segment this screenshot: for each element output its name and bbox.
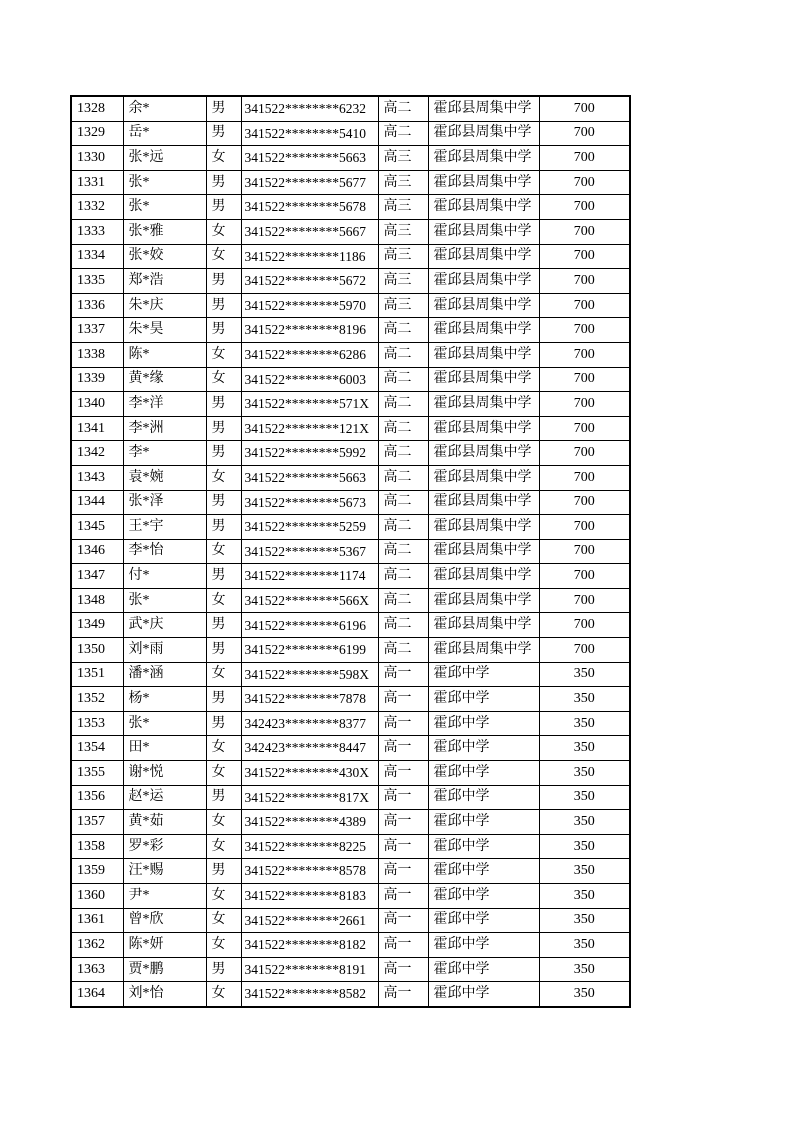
- cell-school: 霍邱中学: [428, 711, 539, 736]
- cell-id_number: 341522********5663: [241, 465, 378, 490]
- cell-amount: 700: [539, 293, 630, 318]
- cell-name: 李*: [123, 441, 206, 466]
- cell-grade: 高一: [378, 908, 428, 933]
- cell-gender: 男: [206, 121, 241, 146]
- cell-amount: 700: [539, 269, 630, 294]
- table-row: [71, 884, 630, 909]
- cell-grade: 高三: [378, 170, 428, 195]
- cell-school: 霍邱县周集中学: [428, 293, 539, 318]
- cell-id_number: 341522********566X: [241, 588, 378, 613]
- cell-no: 1362: [71, 933, 123, 958]
- cell-amount: 700: [539, 219, 630, 244]
- cell-grade: 高二: [378, 121, 428, 146]
- cell-name: 张*雅: [123, 219, 206, 244]
- cell-amount: 700: [539, 515, 630, 540]
- cell-id_number: 341522********8578: [241, 859, 378, 884]
- cell-grade: 高一: [378, 785, 428, 810]
- cell-name: 李*洋: [123, 392, 206, 417]
- cell-grade: 高二: [378, 539, 428, 564]
- cell-no: 1361: [71, 908, 123, 933]
- cell-id_number: 341522********7878: [241, 687, 378, 712]
- cell-no: 1347: [71, 564, 123, 589]
- cell-name: 罗*彩: [123, 834, 206, 859]
- table-row: [71, 121, 630, 146]
- cell-amount: 700: [539, 244, 630, 269]
- cell-name: 张*远: [123, 146, 206, 171]
- cell-gender: 女: [206, 244, 241, 269]
- cell-id_number: 341522********6286: [241, 342, 378, 367]
- cell-grade: 高二: [378, 96, 428, 121]
- cell-id_number: 341522********5663: [241, 146, 378, 171]
- table-row: [71, 761, 630, 786]
- cell-amount: 350: [539, 933, 630, 958]
- cell-school: 霍邱中学: [428, 761, 539, 786]
- table-row: [71, 736, 630, 761]
- cell-no: 1360: [71, 884, 123, 909]
- cell-amount: 350: [539, 810, 630, 835]
- cell-name: 尹*: [123, 884, 206, 909]
- cell-no: 1338: [71, 342, 123, 367]
- cell-no: 1343: [71, 465, 123, 490]
- cell-school: 霍邱县周集中学: [428, 539, 539, 564]
- cell-gender: 男: [206, 638, 241, 663]
- cell-gender: 女: [206, 834, 241, 859]
- cell-school: 霍邱县周集中学: [428, 416, 539, 441]
- cell-gender: 女: [206, 588, 241, 613]
- cell-no: 1354: [71, 736, 123, 761]
- cell-name: 田*: [123, 736, 206, 761]
- cell-school: 霍邱县周集中学: [428, 638, 539, 663]
- cell-amount: 350: [539, 662, 630, 687]
- cell-no: 1345: [71, 515, 123, 540]
- cell-amount: 350: [539, 736, 630, 761]
- cell-name: 张*: [123, 588, 206, 613]
- cell-amount: 700: [539, 416, 630, 441]
- table-row: [71, 711, 630, 736]
- cell-school: 霍邱县周集中学: [428, 564, 539, 589]
- cell-amount: 350: [539, 761, 630, 786]
- cell-no: 1351: [71, 662, 123, 687]
- cell-amount: 350: [539, 834, 630, 859]
- cell-id_number: 341522********8182: [241, 933, 378, 958]
- cell-name: 谢*悦: [123, 761, 206, 786]
- cell-amount: 700: [539, 465, 630, 490]
- cell-gender: 男: [206, 195, 241, 220]
- cell-gender: 男: [206, 490, 241, 515]
- cell-school: 霍邱县周集中学: [428, 367, 539, 392]
- cell-name: 贾*鹏: [123, 957, 206, 982]
- cell-name: 刘*怡: [123, 982, 206, 1007]
- cell-no: 1363: [71, 957, 123, 982]
- cell-amount: 350: [539, 859, 630, 884]
- cell-id_number: 341522********8191: [241, 957, 378, 982]
- cell-amount: 700: [539, 638, 630, 663]
- cell-name: 刘*雨: [123, 638, 206, 663]
- cell-no: 1356: [71, 785, 123, 810]
- table-row: [71, 588, 630, 613]
- cell-name: 岳*: [123, 121, 206, 146]
- cell-gender: 男: [206, 392, 241, 417]
- cell-id_number: 341522********6232: [241, 96, 378, 121]
- cell-school: 霍邱县周集中学: [428, 588, 539, 613]
- cell-amount: 350: [539, 785, 630, 810]
- cell-gender: 女: [206, 465, 241, 490]
- cell-school: 霍邱中学: [428, 785, 539, 810]
- cell-no: 1330: [71, 146, 123, 171]
- cell-school: 霍邱县周集中学: [428, 146, 539, 171]
- cell-grade: 高二: [378, 441, 428, 466]
- cell-id_number: 341522********5672: [241, 269, 378, 294]
- cell-name: 李*怡: [123, 539, 206, 564]
- table-row: [71, 96, 630, 121]
- cell-no: 1350: [71, 638, 123, 663]
- cell-id_number: 341522********5259: [241, 515, 378, 540]
- table-row: [71, 441, 630, 466]
- cell-grade: 高一: [378, 834, 428, 859]
- cell-name: 张*: [123, 170, 206, 195]
- cell-name: 杨*: [123, 687, 206, 712]
- cell-school: 霍邱中学: [428, 908, 539, 933]
- cell-id_number: 341522********8582: [241, 982, 378, 1007]
- cell-school: 霍邱县周集中学: [428, 170, 539, 195]
- cell-id_number: 341522********1174: [241, 564, 378, 589]
- cell-amount: 700: [539, 96, 630, 121]
- cell-amount: 700: [539, 195, 630, 220]
- cell-gender: 男: [206, 515, 241, 540]
- cell-id_number: 341522********817X: [241, 785, 378, 810]
- cell-school: 霍邱县周集中学: [428, 96, 539, 121]
- cell-school: 霍邱县周集中学: [428, 244, 539, 269]
- table-row: [71, 539, 630, 564]
- cell-gender: 男: [206, 170, 241, 195]
- table-row: [71, 908, 630, 933]
- cell-no: 1355: [71, 761, 123, 786]
- cell-gender: 男: [206, 441, 241, 466]
- cell-name: 潘*涵: [123, 662, 206, 687]
- cell-gender: 女: [206, 219, 241, 244]
- cell-school: 霍邱中学: [428, 662, 539, 687]
- cell-gender: 男: [206, 785, 241, 810]
- cell-grade: 高二: [378, 392, 428, 417]
- cell-school: 霍邱县周集中学: [428, 121, 539, 146]
- table-row: [71, 933, 630, 958]
- cell-no: 1349: [71, 613, 123, 638]
- cell-grade: 高三: [378, 244, 428, 269]
- cell-gender: 女: [206, 146, 241, 171]
- cell-no: 1331: [71, 170, 123, 195]
- table-row: [71, 490, 630, 515]
- table-row: [71, 318, 630, 343]
- cell-amount: 700: [539, 121, 630, 146]
- cell-no: 1335: [71, 269, 123, 294]
- cell-school: 霍邱县周集中学: [428, 219, 539, 244]
- cell-name: 付*: [123, 564, 206, 589]
- cell-no: 1342: [71, 441, 123, 466]
- cell-no: 1346: [71, 539, 123, 564]
- cell-gender: 女: [206, 662, 241, 687]
- cell-id_number: 341522********5667: [241, 219, 378, 244]
- cell-amount: 700: [539, 564, 630, 589]
- cell-no: 1341: [71, 416, 123, 441]
- cell-gender: 女: [206, 884, 241, 909]
- table-row: [71, 638, 630, 663]
- cell-amount: 700: [539, 170, 630, 195]
- cell-gender: 男: [206, 318, 241, 343]
- cell-school: 霍邱县周集中学: [428, 392, 539, 417]
- table-row: [71, 859, 630, 884]
- cell-gender: 男: [206, 269, 241, 294]
- cell-gender: 男: [206, 711, 241, 736]
- cell-grade: 高三: [378, 293, 428, 318]
- cell-name: 张*: [123, 195, 206, 220]
- cell-gender: 男: [206, 416, 241, 441]
- cell-name: 张*: [123, 711, 206, 736]
- cell-id_number: 341522********430X: [241, 761, 378, 786]
- cell-no: 1359: [71, 859, 123, 884]
- cell-no: 1358: [71, 834, 123, 859]
- cell-no: 1334: [71, 244, 123, 269]
- table-row: [71, 219, 630, 244]
- cell-amount: 700: [539, 490, 630, 515]
- cell-gender: 男: [206, 293, 241, 318]
- cell-amount: 350: [539, 884, 630, 909]
- cell-gender: 女: [206, 539, 241, 564]
- cell-school: 霍邱县周集中学: [428, 269, 539, 294]
- cell-no: 1328: [71, 96, 123, 121]
- cell-grade: 高三: [378, 195, 428, 220]
- cell-id_number: 341522********5367: [241, 539, 378, 564]
- cell-id_number: 342423********8377: [241, 711, 378, 736]
- cell-id_number: 341522********8196: [241, 318, 378, 343]
- cell-no: 1353: [71, 711, 123, 736]
- cell-grade: 高一: [378, 859, 428, 884]
- cell-school: 霍邱县周集中学: [428, 465, 539, 490]
- cell-school: 霍邱中学: [428, 810, 539, 835]
- cell-grade: 高一: [378, 982, 428, 1007]
- table-row: [71, 244, 630, 269]
- table-row: [71, 146, 630, 171]
- table-row: [71, 293, 630, 318]
- cell-name: 黄*茹: [123, 810, 206, 835]
- table-row: [71, 465, 630, 490]
- cell-amount: 700: [539, 441, 630, 466]
- cell-id_number: 341522********571X: [241, 392, 378, 417]
- cell-name: 曾*欣: [123, 908, 206, 933]
- cell-grade: 高三: [378, 146, 428, 171]
- cell-gender: 女: [206, 761, 241, 786]
- table-row: [71, 687, 630, 712]
- table-row: [71, 662, 630, 687]
- cell-gender: 女: [206, 982, 241, 1007]
- cell-id_number: 341522********8183: [241, 884, 378, 909]
- cell-no: 1344: [71, 490, 123, 515]
- cell-amount: 700: [539, 588, 630, 613]
- cell-school: 霍邱县周集中学: [428, 441, 539, 466]
- cell-grade: 高二: [378, 416, 428, 441]
- table-row: [71, 982, 630, 1007]
- cell-grade: 高二: [378, 367, 428, 392]
- cell-amount: 700: [539, 367, 630, 392]
- cell-amount: 350: [539, 982, 630, 1007]
- cell-id_number: 341522********8225: [241, 834, 378, 859]
- cell-name: 陈*妍: [123, 933, 206, 958]
- cell-grade: 高一: [378, 736, 428, 761]
- cell-amount: 700: [539, 146, 630, 171]
- cell-name: 朱*昊: [123, 318, 206, 343]
- cell-grade: 高一: [378, 810, 428, 835]
- cell-gender: 男: [206, 564, 241, 589]
- cell-id_number: 341522********5677: [241, 170, 378, 195]
- cell-gender: 男: [206, 613, 241, 638]
- cell-amount: 700: [539, 342, 630, 367]
- cell-grade: 高二: [378, 588, 428, 613]
- cell-id_number: 341522********598X: [241, 662, 378, 687]
- cell-school: 霍邱中学: [428, 957, 539, 982]
- cell-id_number: 342423********8447: [241, 736, 378, 761]
- cell-grade: 高二: [378, 490, 428, 515]
- cell-gender: 男: [206, 96, 241, 121]
- cell-grade: 高一: [378, 957, 428, 982]
- cell-grade: 高二: [378, 465, 428, 490]
- cell-no: 1337: [71, 318, 123, 343]
- cell-school: 霍邱中学: [428, 884, 539, 909]
- cell-gender: 女: [206, 367, 241, 392]
- table-row: [71, 195, 630, 220]
- cell-name: 汪*赐: [123, 859, 206, 884]
- cell-name: 张*姣: [123, 244, 206, 269]
- cell-grade: 高二: [378, 318, 428, 343]
- cell-gender: 男: [206, 687, 241, 712]
- cell-id_number: 341522********121X: [241, 416, 378, 441]
- cell-amount: 700: [539, 539, 630, 564]
- table-row: [71, 392, 630, 417]
- cell-name: 武*庆: [123, 613, 206, 638]
- table-row: [71, 810, 630, 835]
- cell-grade: 高二: [378, 638, 428, 663]
- table-row: [71, 367, 630, 392]
- cell-no: 1336: [71, 293, 123, 318]
- cell-name: 陈*: [123, 342, 206, 367]
- cell-gender: 女: [206, 908, 241, 933]
- cell-amount: 350: [539, 908, 630, 933]
- cell-school: 霍邱县周集中学: [428, 342, 539, 367]
- cell-id_number: 341522********5970: [241, 293, 378, 318]
- table-row: [71, 515, 630, 540]
- cell-school: 霍邱中学: [428, 982, 539, 1007]
- cell-id_number: 341522********6199: [241, 638, 378, 663]
- table-row: [71, 269, 630, 294]
- cell-no: 1332: [71, 195, 123, 220]
- cell-grade: 高三: [378, 219, 428, 244]
- table-body: [71, 96, 630, 1007]
- cell-school: 霍邱中学: [428, 834, 539, 859]
- cell-name: 李*洲: [123, 416, 206, 441]
- cell-amount: 700: [539, 318, 630, 343]
- cell-no: 1329: [71, 121, 123, 146]
- cell-id_number: 341522********2661: [241, 908, 378, 933]
- cell-grade: 高二: [378, 613, 428, 638]
- cell-school: 霍邱县周集中学: [428, 613, 539, 638]
- cell-grade: 高一: [378, 761, 428, 786]
- cell-no: 1333: [71, 219, 123, 244]
- cell-no: 1340: [71, 392, 123, 417]
- cell-name: 余*: [123, 96, 206, 121]
- cell-name: 王*宇: [123, 515, 206, 540]
- cell-grade: 高二: [378, 342, 428, 367]
- cell-name: 朱*庆: [123, 293, 206, 318]
- cell-id_number: 341522********5673: [241, 490, 378, 515]
- cell-grade: 高一: [378, 662, 428, 687]
- cell-id_number: 341522********5992: [241, 441, 378, 466]
- cell-grade: 高二: [378, 564, 428, 589]
- cell-school: 霍邱中学: [428, 736, 539, 761]
- cell-amount: 350: [539, 711, 630, 736]
- cell-gender: 女: [206, 933, 241, 958]
- table-row: [71, 785, 630, 810]
- cell-name: 郑*浩: [123, 269, 206, 294]
- cell-id_number: 341522********5410: [241, 121, 378, 146]
- table-row: [71, 834, 630, 859]
- cell-school: 霍邱县周集中学: [428, 515, 539, 540]
- cell-school: 霍邱县周集中学: [428, 195, 539, 220]
- cell-name: 张*泽: [123, 490, 206, 515]
- cell-school: 霍邱县周集中学: [428, 490, 539, 515]
- cell-id_number: 341522********4389: [241, 810, 378, 835]
- cell-amount: 700: [539, 392, 630, 417]
- table-row: [71, 416, 630, 441]
- cell-amount: 700: [539, 613, 630, 638]
- cell-gender: 男: [206, 859, 241, 884]
- cell-id_number: 341522********6003: [241, 367, 378, 392]
- cell-grade: 高一: [378, 711, 428, 736]
- cell-school: 霍邱县周集中学: [428, 318, 539, 343]
- cell-no: 1339: [71, 367, 123, 392]
- cell-id_number: 341522********1186: [241, 244, 378, 269]
- cell-gender: 男: [206, 957, 241, 982]
- cell-gender: 女: [206, 810, 241, 835]
- table-row: [71, 342, 630, 367]
- cell-id_number: 341522********5678: [241, 195, 378, 220]
- cell-grade: 高一: [378, 884, 428, 909]
- cell-no: 1364: [71, 982, 123, 1007]
- cell-grade: 高一: [378, 687, 428, 712]
- student-subsidy-table: [70, 95, 631, 1008]
- cell-no: 1348: [71, 588, 123, 613]
- table-row: [71, 170, 630, 195]
- cell-no: 1352: [71, 687, 123, 712]
- cell-name: 黄*缘: [123, 367, 206, 392]
- cell-amount: 350: [539, 957, 630, 982]
- table-row: [71, 957, 630, 982]
- cell-gender: 女: [206, 736, 241, 761]
- cell-no: 1357: [71, 810, 123, 835]
- cell-school: 霍邱中学: [428, 933, 539, 958]
- table-row: [71, 564, 630, 589]
- cell-school: 霍邱中学: [428, 859, 539, 884]
- cell-name: 赵*运: [123, 785, 206, 810]
- cell-name: 袁*婉: [123, 465, 206, 490]
- cell-grade: 高一: [378, 933, 428, 958]
- cell-school: 霍邱中学: [428, 687, 539, 712]
- cell-amount: 350: [539, 687, 630, 712]
- table-row: [71, 613, 630, 638]
- cell-id_number: 341522********6196: [241, 613, 378, 638]
- cell-grade: 高三: [378, 269, 428, 294]
- cell-grade: 高二: [378, 515, 428, 540]
- cell-gender: 女: [206, 342, 241, 367]
